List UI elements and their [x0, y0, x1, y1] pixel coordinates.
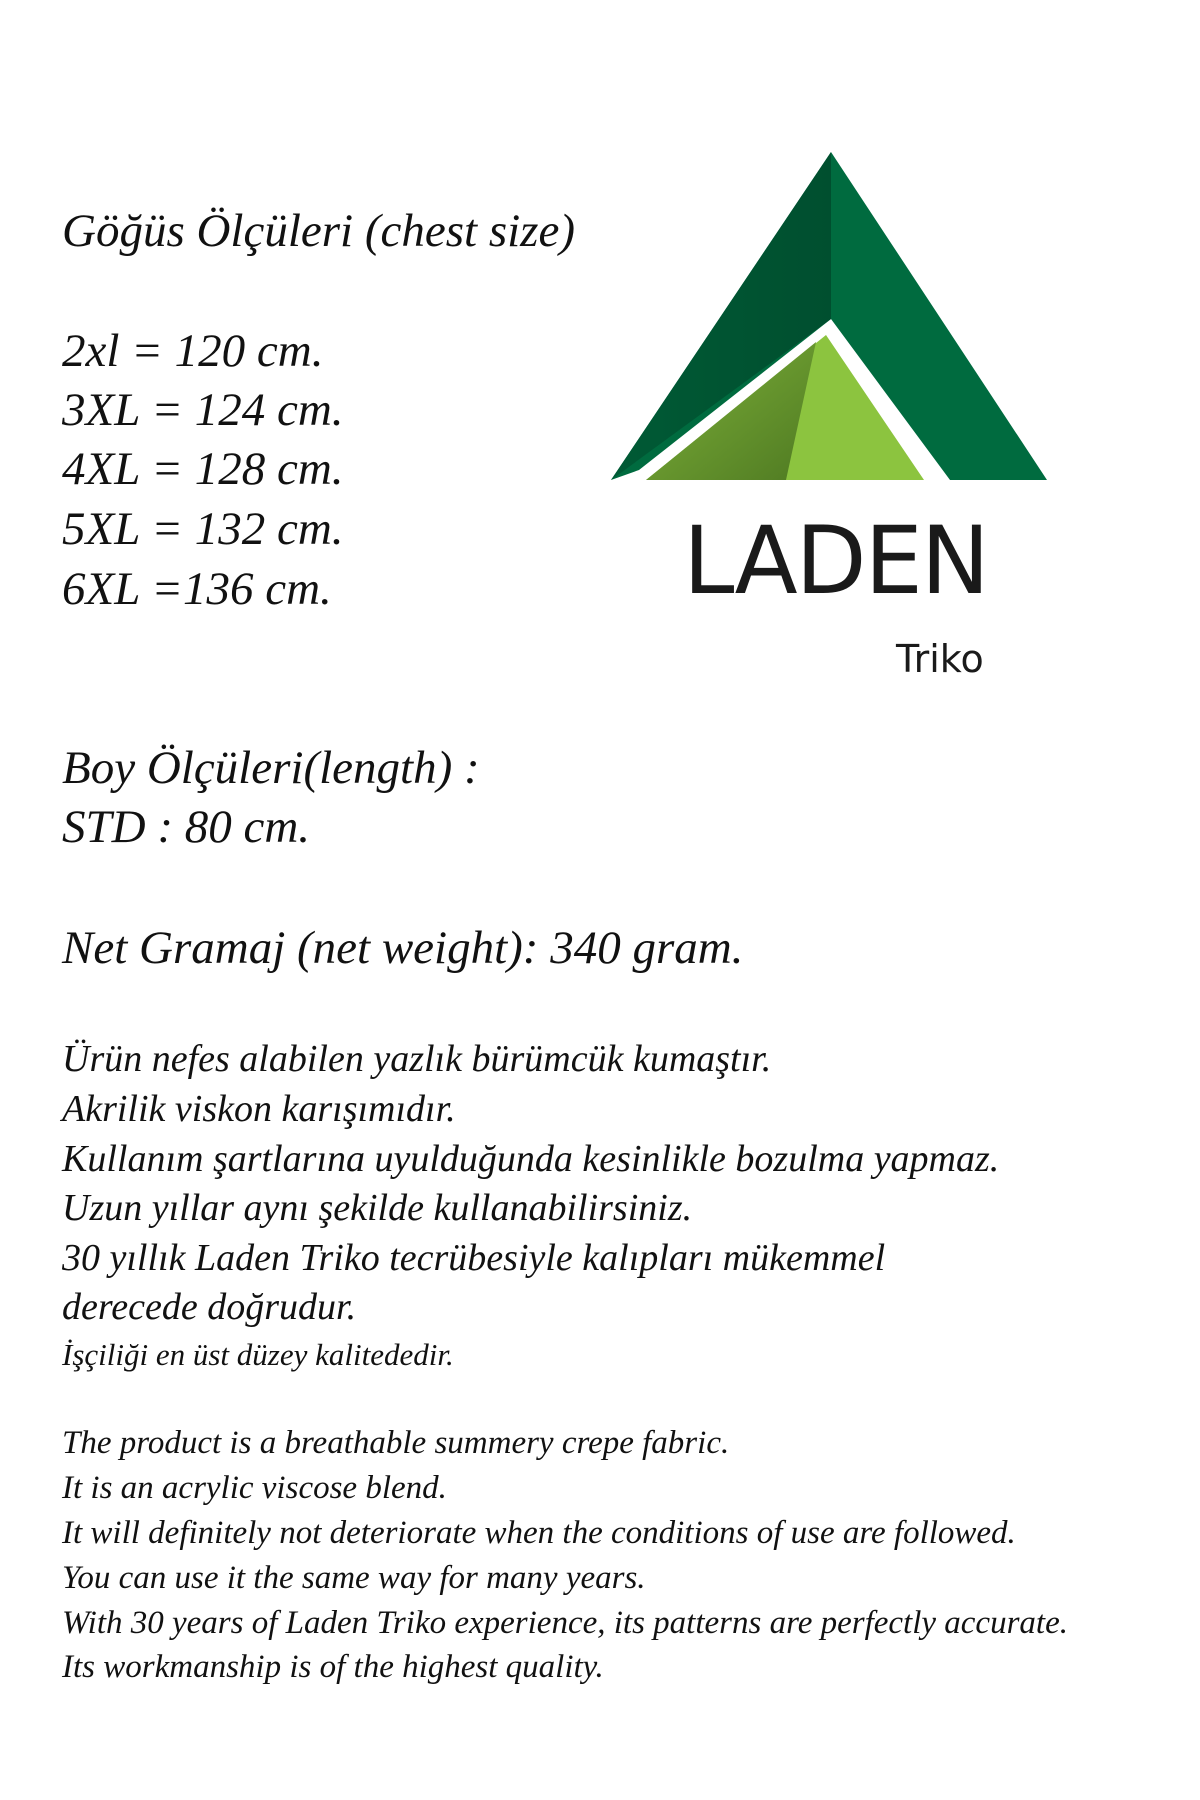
- desc-tr-line: Akrilik viskon karışımıdır.: [62, 1088, 456, 1130]
- length-heading: Boy Ölçüleri(length) :: [62, 742, 480, 794]
- desc-tr-line: Ürün nefes alabilen yazlık bürümcük kumaştır.: [62, 1038, 772, 1080]
- desc-tr-line: derecede doğrudur.: [62, 1286, 357, 1328]
- chest-heading: Göğüs Ölçüleri (chest size): [62, 205, 575, 257]
- size-6xl: 6XL =136 cm.: [62, 563, 332, 615]
- desc-tr-line: 30 yıllık Laden Triko tecrübesiyle kalıpları mükemmel: [62, 1237, 886, 1279]
- desc-en-line: It is an acrylic viscose blend.: [62, 1470, 447, 1506]
- logo-brand-text: LADEN: [683, 507, 988, 616]
- desc-en-line: Its workmanship is of the highest quality.: [62, 1649, 604, 1685]
- size-2xl: 2xl = 120 cm.: [62, 325, 324, 377]
- desc-tr-line: Uzun yıllar aynı şekilde kullanabilirsiniz.: [62, 1187, 693, 1229]
- desc-tr-line: Kullanım şartlarına uyulduğunda kesinlikle bozulma yapmaz.: [62, 1138, 1000, 1180]
- desc-en-line: You can use it the same way for many years.: [62, 1560, 646, 1596]
- logo-sub-text: Triko: [896, 637, 984, 681]
- laden-logo-icon: [600, 140, 1060, 500]
- desc-en-line: It will definitely not deteriorate when the conditions of use are followed.: [62, 1515, 1016, 1551]
- size-5xl: 5XL = 132 cm.: [62, 503, 344, 555]
- length-value: STD : 80 cm.: [62, 801, 311, 853]
- size-4xl: 4XL = 128 cm.: [62, 443, 344, 495]
- size-3xl: 3XL = 124 cm.: [62, 384, 344, 436]
- desc-tr-line: İşçiliği en üst düzey kalitededir.: [62, 1337, 454, 1372]
- net-weight: Net Gramaj (net weight): 340 gram.: [62, 922, 744, 974]
- desc-en-line: The product is a breathable summery crepe fabric.: [62, 1425, 730, 1461]
- desc-en-line: With 30 years of Laden Triko experience, its patterns are perfectly accurate.: [62, 1605, 1068, 1641]
